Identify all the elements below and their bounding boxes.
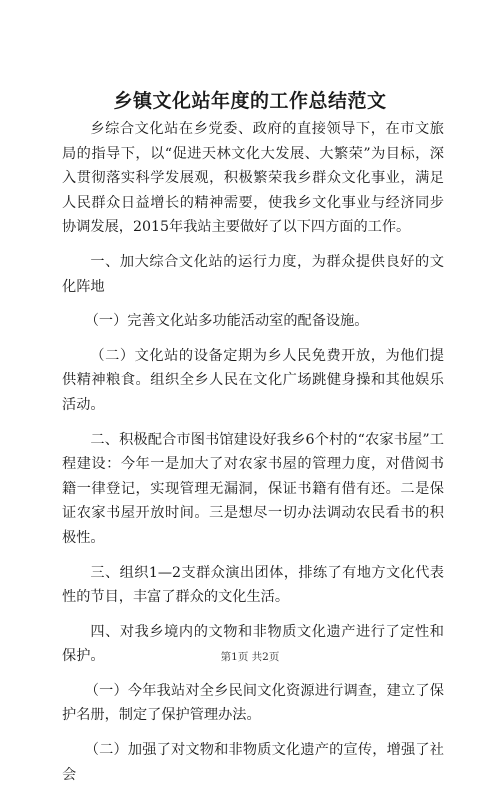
paragraph-intro: 乡综合文化站在乡党委、政府的直接领导下，在市文旅局的指导下，以“促进天林文化大发展、大繁荣”为目标，深入贯彻落实科学发展观，积极繁荣我乡群众文化事业，满足人民群众日益增长的精神需要，使我乡文化事业与经济同步协调发展，2015年我站主要做好了以下四方面的工作。 (62, 121, 444, 236)
section-2: 二、积极配合市图书馆建设好我乡6个村的“农家书屋”工程建设：今年一是加大了对农家书屋的管理力度，对借阅书籍一律登记，实现管理无漏洞，保证书籍有借有还。二是保证农家书屋开放时间。三是想尽一切办法调动农民看书的积极性。 (62, 431, 444, 546)
document-body (62, 117, 444, 787)
subsection-4-1: （一）今年我站对全乡民间文化资源进行调查，建立了保护名册，制定了保护管理办法。 (62, 682, 444, 724)
page-number-footer: 第1页 共2页 (220, 651, 280, 663)
section-heading-1: 一、加大综合文化站的运行力度，为群众提供良好的文化阵地 (62, 253, 444, 295)
section-heading-4: 四、对我乡境内的文物和非物质文化遗产进行了定性和保护。 (62, 623, 444, 665)
subsection-1-2: （二）文化站的设备定期为乡人民免费开放，为他们提供精神粮食。组织全乡人民在文化广场跳健身操和其他娱乐活动。 (62, 347, 444, 413)
section-3: 三、组织1—2支群众演出团体，排练了有地方文化代表性的节目，丰富了群众的文化生活。 (62, 564, 444, 606)
subsection-1-1: （一）完善文化站多功能活动室的配备设施。 (84, 313, 369, 330)
subsection-4-2: （二）加强了对文物和非物质文化遗产的宣传，增强了社会 (62, 742, 444, 783)
document-title: 乡镇文化站年度的工作总结范文 (113, 90, 387, 112)
